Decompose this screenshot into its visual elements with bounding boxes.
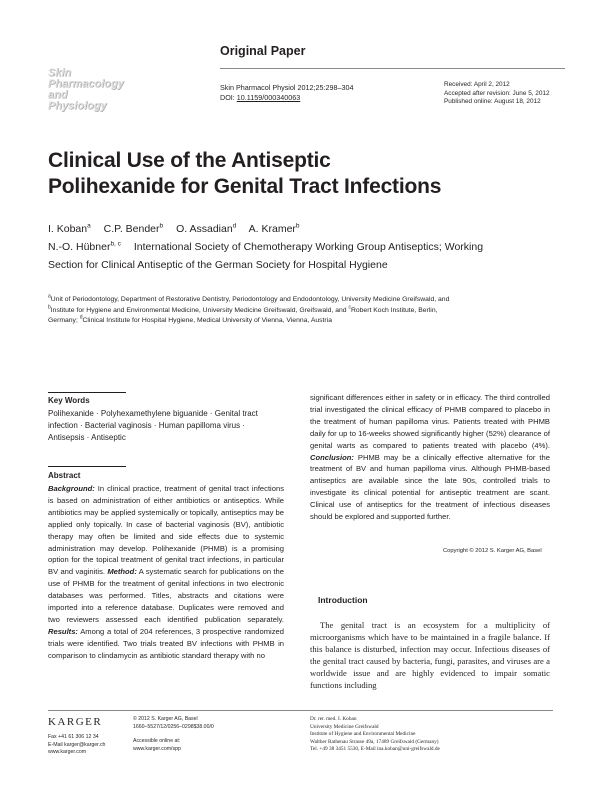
publisher-fax: Fax +41 61 306 12 34: [48, 734, 99, 740]
citation-line: Skin Pharmacol Physiol 2012;25:298–304: [220, 83, 354, 92]
abstract-label-method: Method:: [107, 567, 137, 577]
keywords-heading: Key Words: [48, 396, 90, 405]
affil-mark: c: [348, 304, 351, 311]
affil-text: Unit of Periodontology, Department of Restorative Dentistry, Periodontology and Endodontology, University Medicine Greifswald, and: [50, 296, 450, 303]
journal-logo: [48, 68, 124, 112]
journal-logo-line: Pharmacology: [48, 78, 124, 90]
author-name: I. Koban: [48, 223, 88, 235]
publisher-email[interactable]: E-Mail karger@karger.ch: [48, 741, 106, 748]
article-title: [48, 148, 548, 200]
abstract-heading: Abstract: [48, 471, 81, 480]
author-name: O. Assadian: [176, 223, 233, 235]
publisher-logo: KARGER: [48, 716, 103, 728]
abstract-text: [48, 483, 284, 662]
publisher-web[interactable]: www.karger.com: [48, 749, 87, 756]
dates-block: [444, 81, 550, 107]
citation-block: [220, 83, 353, 103]
keywords-rule: [48, 392, 126, 393]
correspondence: [310, 716, 440, 754]
corr-line: University Medicine Greifswald: [310, 723, 379, 730]
journal-logo-line: Skin: [48, 67, 72, 79]
publication-info: [133, 716, 214, 753]
title-line: Polihexanide for Genital Tract Infections: [48, 175, 442, 198]
journal-logo-line: Physiology: [48, 100, 107, 112]
affil-text: Institute for Hygiene and Environmental Medicine, University Medicine Greifswald, Greifswald, and: [50, 306, 349, 314]
footer-rule: [48, 710, 553, 711]
title-line: Clinical Use of the Antiseptic: [48, 149, 331, 172]
author-affil-mark: a: [87, 222, 91, 230]
affiliations: [48, 295, 468, 327]
abstract-label-conclusion: Conclusion:: [310, 452, 354, 462]
corr-line: Institute of Hygiene and Environmental Medicine: [310, 731, 416, 738]
corr-name: Dr. rer. med. I. Koban: [310, 716, 357, 722]
doi-line: [220, 93, 353, 103]
received-date: Received: April 2, 2012: [444, 81, 510, 88]
pub-access-label: Accessible online at:: [133, 738, 181, 745]
author-affil-mark: d: [232, 222, 237, 230]
abstract-background: In clinical practice, treatment of genital tract infections is based on administration of either antibiotics or antiseptics. While antibiotics may be applied systemically or topically, antiseptics may be applied only topically. In case of bacterial vaginosis (BV), antibiotic therapy may often be limited and side effects due to systemic administration may develop. Polihexanide (PHMB) is a promising option for the topical treatment of genital tract infections, in particular BV and vaginitis.: [48, 484, 284, 577]
author-affil-mark: b: [159, 222, 164, 230]
publisher-contact: [48, 734, 105, 757]
pub-access-url[interactable]: www.karger.com/spp: [133, 745, 181, 752]
doi-link[interactable]: 10.1159/000340063: [236, 93, 301, 102]
corr-line: Tel. +49 38 3451 5530, E-Mail ina.koban@uni-greifswald.de: [310, 746, 440, 753]
abstract-label-background: Background:: [48, 484, 95, 493]
author-affil-mark: b: [295, 222, 300, 230]
section-label: Original Paper: [220, 44, 306, 58]
accepted-date: Accepted after revision: June 5, 2012: [444, 89, 550, 97]
abstract-results-cont: significant differences either in safety or in efficacy. The third controlled trial investigated the clinical efficacy of PHMB compared to placebo in the treatment of human papilloma virus. Patients treated with PHMB daily for up to 16-weeks showed significantly higher (52%) clearance of genital warts as compared to patients treated with placebo (4%).: [310, 393, 550, 450]
affil-mark: a: [48, 293, 51, 300]
corr-line: Walther Rathenau Strasse 49a, 17489 Greifswald (Germany): [310, 738, 439, 745]
abstract-results: Among a total of 204 references, 3 prospective randomized trials were identified. Two trials treated BV infections with PHMB in comparison to clindamycin as antibiotic standard therapy with no: [48, 626, 284, 660]
abstract-label-results: Results:: [48, 626, 78, 636]
author-name: A. Kramer: [248, 223, 296, 235]
affil-text: Clinical Institute for Hospital Hygiene, Medical University of Vienna, Vienna, Austria: [82, 317, 332, 324]
author-list: [48, 220, 518, 274]
published-date: Published online: August 18, 2012: [444, 98, 541, 105]
abstract-copyright: Copyright © 2012 S. Karger AG, Basel: [443, 548, 542, 554]
affil-mark: d: [79, 314, 83, 321]
pub-issn: 1660–5527/12/0256–0298$38.00/0: [133, 723, 214, 730]
journal-logo-line: and: [48, 89, 68, 101]
author-name: N.-O. Hübner: [48, 241, 111, 253]
author-name: C.P. Bender: [103, 223, 160, 235]
doi-prefix: DOI:: [220, 93, 237, 102]
author-affil-mark: b, c: [110, 240, 121, 248]
abstract-rule: [48, 466, 126, 467]
affil-mark: b: [48, 304, 51, 311]
introduction-heading: Introduction: [318, 595, 368, 605]
introduction-text: The genital tract is an ecosystem for a multiplicity of microorganisms which have to be maintained in a fragile balance. If this balance is disturbed, infection may occur. Infectious diseases of the genital tract caused by bacteria, fungi, parasites, and viruses are a worldwide issue and are highly evidenced to impair somatic functions including: [310, 620, 550, 691]
abstract-continued: [310, 392, 550, 523]
working-group: International Society of Chemotherapy Working Group Antiseptics; Working Section for Clinical Antiseptic of the German Society for Hospital Hygiene: [48, 241, 484, 271]
abstract-method: A systematic search for publications on the use of PHMB for the treatment of genital infections in two electronic databases was performed. Titles, abstracts and citations were imported into a reference database. Duplicates were removed and two reviewers assessed each identified publication separately.: [48, 567, 284, 624]
abstract-conclusion: PHMB may be a clinically effective alternative for the treatment of BV and human papilloma virus. Although PHMB-based antiseptics are available since the late 90s, controlled trials to investigate its clinical potential for antiseptic treatment are scant. Clinical use of antiseptics for the treatment of infectious diseases should be explored and supported further.: [310, 452, 550, 522]
pub-copyright: © 2012 S. Karger AG, Basel: [133, 716, 198, 722]
header-rule: [220, 68, 565, 69]
affil-text: Robert Koch Institute, Berlin, Germany;: [48, 306, 438, 324]
keywords-text: Polihexanide · Polyhexamethylene biguanide · Genital tract infection · Bacterial vaginosis · Human papilloma virus · Antisepsis · Antiseptic: [48, 409, 258, 442]
